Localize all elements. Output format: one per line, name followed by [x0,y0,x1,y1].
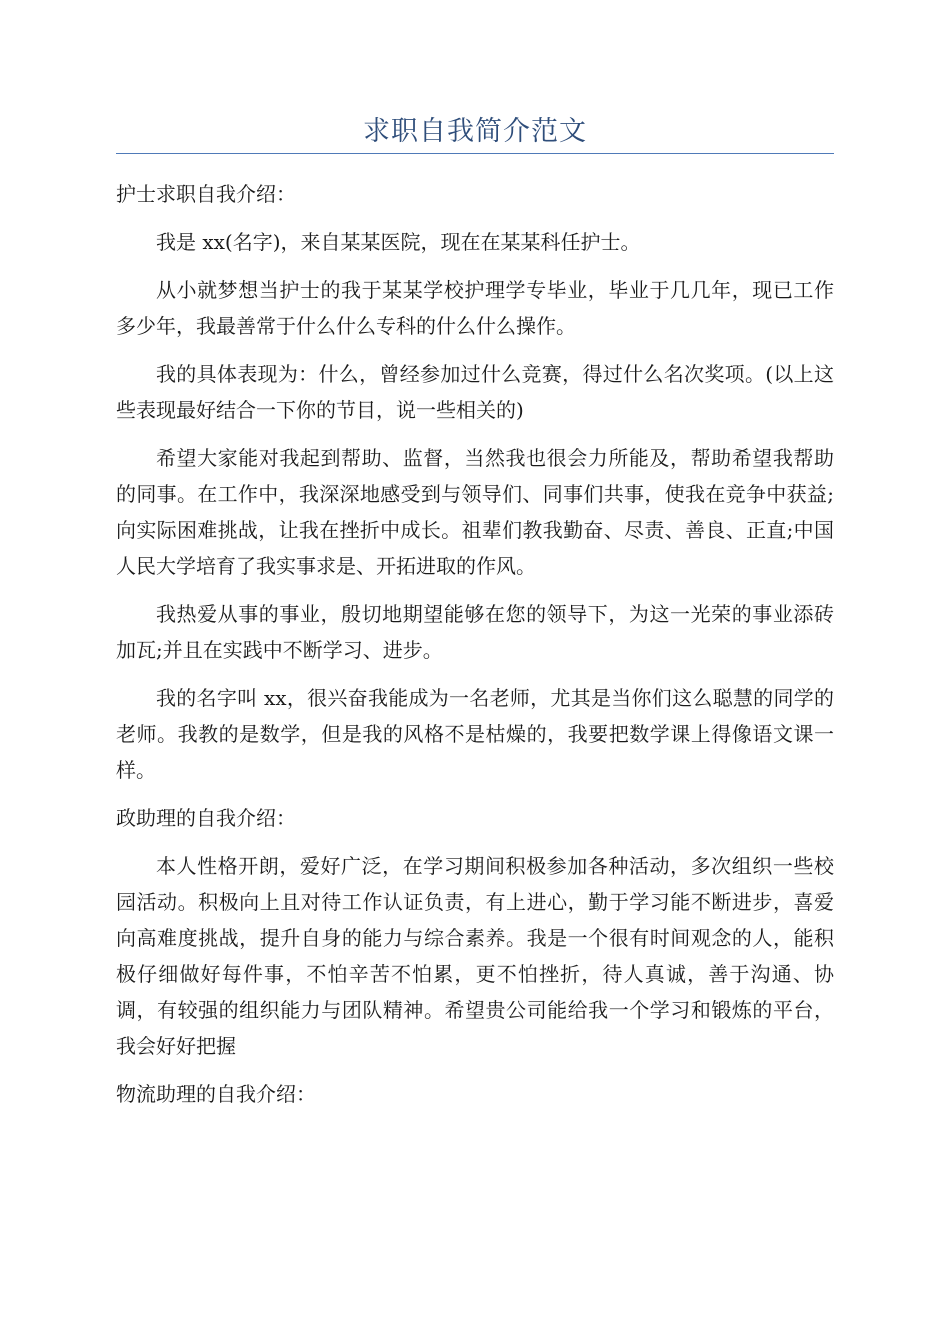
document-body [116,176,834,1112]
section-heading-logistics-assistant: 物流助理的自我介绍： [116,1082,316,1106]
document-page [116,0,834,1124]
paragraph: 我热爱从事的事业，殷切地期望能够在您的领导下，为这一光荣的事业添砖加瓦;并且在实践中不断学习、进步。 [116,602,834,662]
paragraph: 我的名字叫 xx，很兴奋我能成为一名老师，尤其是当你们这么聪慧的同学的老师。我教的是数学，但是我的风格不是枯燥的，我要把数学课上得像语文课一样。 [116,686,834,782]
section-heading-admin-assistant: 政助理的自我介绍： [116,806,296,830]
section-heading-nurse: 护士求职自我介绍： [116,182,296,206]
document-title: 求职自我简介范文 [363,116,587,147]
paragraph: 本人性格开朗，爱好广泛，在学习期间积极参加各种活动，多次组织一些校园活动。积极向上且对待工作认证负责，有上进心，勤于学习能不断进步，喜爱向高难度挑战，提升自身的能力与综合素养。我是一个很有时间观念的人，能积极仔细做好每件事，不怕辛苦不怕累，更不怕挫折，待人真诚，善于沟通、协调，有较强的组织能力与团队精神。希望贵公司能给我一个学习和锻炼的平台，我会好好把握 [116,854,834,1058]
paragraph: 我的具体表现为：什么，曾经参加过什么竞赛，得过什么名次奖项。(以上这些表现最好结合一下你的节目，说一些相关的) [116,362,834,422]
title-underline [116,153,834,154]
paragraph: 希望大家能对我起到帮助、监督，当然我也很会力所能及，帮助希望我帮助的同事。在工作中，我深深地感受到与领导们、同事们共事，使我在竞争中获益;向实际困难挑战，让我在挫折中成长。祖辈们教我勤奋、尽责、善良、正直;中国人民大学培育了我实事求是、开拓进取的作风。 [116,446,834,578]
paragraph: 我是 xx(名字)，来自某某医院，现在在某某科任护士。 [156,230,641,254]
paragraph: 从小就梦想当护士的我于某某学校护理学专毕业，毕业于几几年，现已工作多少年，我最善常于什么什么专科的什么什么操作。 [116,278,834,338]
